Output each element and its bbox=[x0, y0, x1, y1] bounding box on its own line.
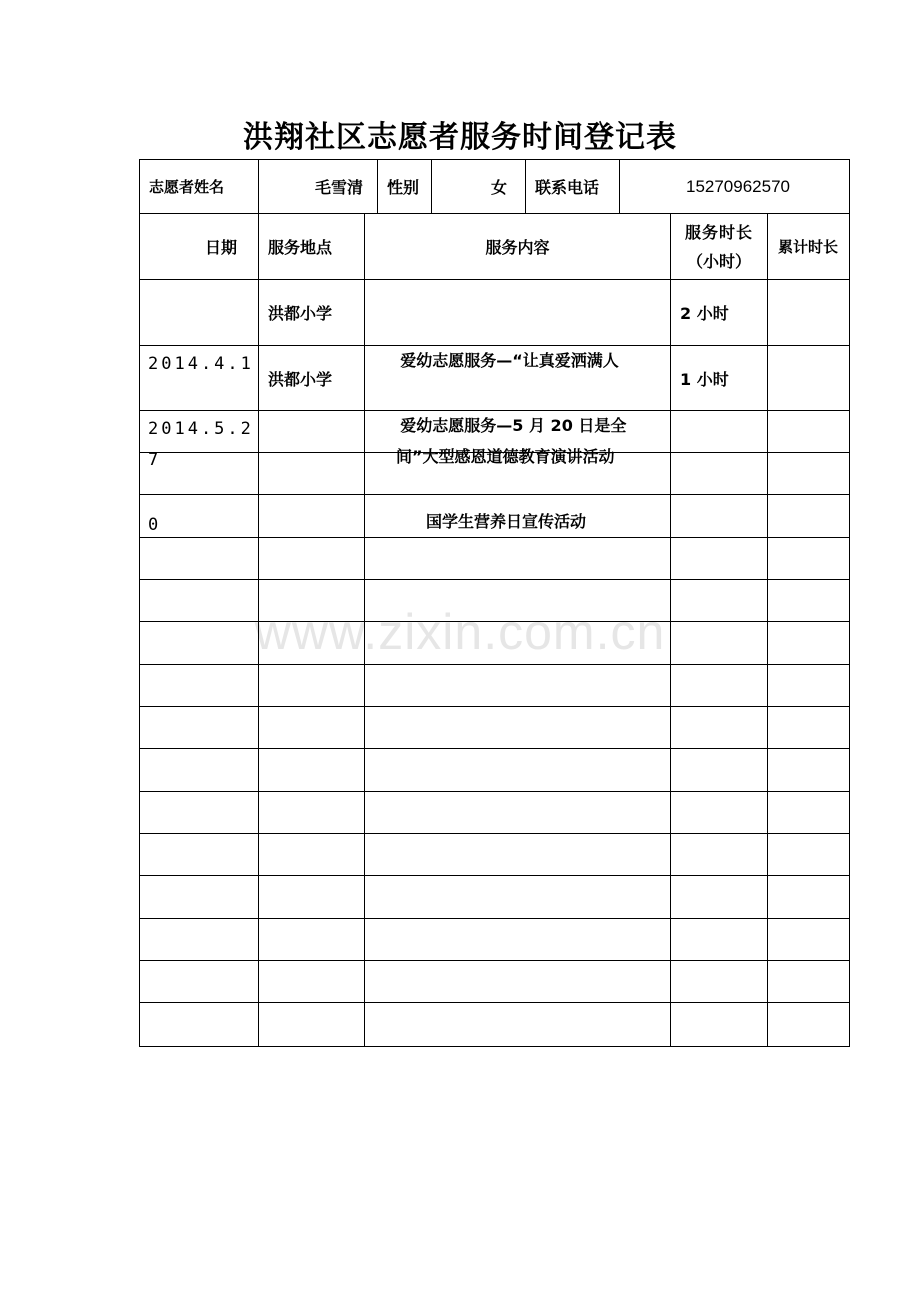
record-cumulative bbox=[768, 280, 848, 345]
header-duration-line2: （小时） bbox=[686, 251, 751, 271]
header-location: 服务地点 bbox=[268, 238, 333, 257]
record-content-line2: 国学生营养日宣传活动 bbox=[426, 512, 587, 531]
watermark: www.zixin.com.cn bbox=[254, 604, 666, 660]
record-content-line1: 爱幼志愿服务—5 月 20 日是全 bbox=[378, 416, 627, 435]
header-date: 日期 bbox=[204, 238, 237, 257]
record-duration: 1 小时 bbox=[680, 369, 729, 389]
record-date-line2: 7 bbox=[148, 450, 162, 470]
record-content-line1: 爱幼志愿服务—“让真爱洒满人 bbox=[378, 351, 619, 370]
header-duration-line1: 服务时长 bbox=[684, 222, 753, 242]
name-value: 毛雪清 bbox=[314, 178, 363, 197]
record-date-line1: 2014.4.1 bbox=[148, 354, 254, 374]
header-content: 服务内容 bbox=[485, 238, 550, 257]
phone-label: 联系电话 bbox=[535, 178, 600, 197]
record-date-line1: 2014.5.2 bbox=[148, 419, 254, 439]
gender-value: 女 bbox=[490, 178, 507, 197]
name-label: 志愿者姓名 bbox=[149, 178, 225, 196]
record-location: 洪都小学 bbox=[268, 369, 333, 389]
record-cumulative bbox=[768, 346, 848, 410]
header-duration bbox=[671, 214, 767, 279]
record-content-line2: 间”大型感恩道德教育演讲活动 bbox=[396, 447, 615, 466]
record-duration: 2 小时 bbox=[680, 304, 729, 323]
record-content bbox=[378, 346, 626, 570]
record-date bbox=[148, 349, 254, 573]
header-cumulative: 累计时长 bbox=[777, 238, 838, 256]
gender-label: 性别 bbox=[387, 178, 420, 197]
record-date-line2: 0 bbox=[148, 515, 162, 535]
page-title: 洪翔社区志愿者服务时间登记表 bbox=[243, 120, 677, 155]
phone-value: 15270962570 bbox=[685, 176, 790, 196]
record-location: 洪都小学 bbox=[268, 304, 333, 323]
